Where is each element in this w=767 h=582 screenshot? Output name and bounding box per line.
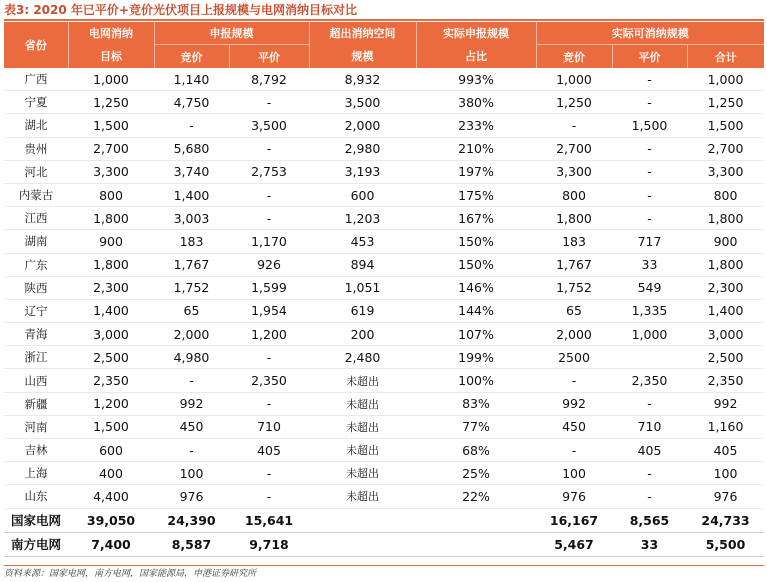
source-note: 资料来源：国家电网，南方电网，国家能源局，申港证券研究所 <box>4 569 257 579</box>
cell-actual-total: 1,250 <box>687 91 764 114</box>
cell-excess: 453 <box>309 230 416 253</box>
cell-actual-parity: 33 <box>612 532 687 556</box>
cell-excess: 8,932 <box>309 68 416 91</box>
cell-actual-total: 2,300 <box>687 276 764 299</box>
cell-bid: 5,680 <box>154 137 229 160</box>
cell-bid: 24,390 <box>154 508 229 532</box>
header-grid-target-top: 电网消纳 <box>68 22 154 45</box>
cell-grid-target: 4,400 <box>68 485 154 508</box>
cell-excess: 未超出 <box>309 369 416 392</box>
table-row <box>4 485 764 508</box>
cell-grid-target: 3,300 <box>68 160 154 183</box>
cell-actual-parity: 8,565 <box>612 508 687 532</box>
cell-actual-parity: - <box>612 91 687 114</box>
cell-ratio <box>416 532 536 556</box>
cell-province: 河北 <box>4 160 68 183</box>
table-row <box>4 114 764 137</box>
cell-province: 江西 <box>4 207 68 230</box>
cell-actual-bid: 800 <box>536 183 612 206</box>
cell-parity: 15,641 <box>229 508 309 532</box>
cell-province: 宁夏 <box>4 91 68 114</box>
cell-actual-total: 1,160 <box>687 415 764 438</box>
cell-grid-target: 1,400 <box>68 299 154 322</box>
cell-province: 内蒙古 <box>4 183 68 206</box>
cell-actual-parity: 710 <box>612 415 687 438</box>
cell-excess <box>309 532 416 556</box>
cell-parity: 8,792 <box>229 68 309 91</box>
cell-province: 陕西 <box>4 276 68 299</box>
cell-actual-parity: 1,500 <box>612 114 687 137</box>
cell-ratio <box>416 508 536 532</box>
cell-parity: 2,753 <box>229 160 309 183</box>
cell-ratio: 83% <box>416 392 536 415</box>
cell-actual-total: 1,800 <box>687 253 764 276</box>
cell-province: 国家电网 <box>4 508 68 532</box>
cell-grid-target: 3,000 <box>68 323 154 346</box>
cell-bid: 100 <box>154 462 229 485</box>
cell-ratio: 233% <box>416 114 536 137</box>
table-row <box>4 415 764 438</box>
cell-excess: 619 <box>309 299 416 322</box>
cell-excess: 3,500 <box>309 91 416 114</box>
cell-bid: - <box>154 114 229 137</box>
cell-parity: - <box>229 207 309 230</box>
cell-ratio: 25% <box>416 462 536 485</box>
cell-actual-bid: 992 <box>536 392 612 415</box>
cell-parity: 1,954 <box>229 299 309 322</box>
cell-province: 上海 <box>4 462 68 485</box>
cell-province: 广东 <box>4 253 68 276</box>
cell-parity: 710 <box>229 415 309 438</box>
cell-actual-total: 2,500 <box>687 346 764 369</box>
cell-grid-target: 1,500 <box>68 415 154 438</box>
cell-excess: 2,480 <box>309 346 416 369</box>
cell-grid-target: 1,250 <box>68 91 154 114</box>
cell-parity: 405 <box>229 439 309 462</box>
cell-actual-total: 800 <box>687 183 764 206</box>
cell-actual-parity: - <box>612 207 687 230</box>
table-row <box>4 276 764 299</box>
cell-grid-target: 1,800 <box>68 207 154 230</box>
cell-excess: 未超出 <box>309 392 416 415</box>
cell-actual-bid: 3,300 <box>536 160 612 183</box>
cell-actual-bid: 5,467 <box>536 532 612 556</box>
cell-bid: 65 <box>154 299 229 322</box>
cell-ratio: 199% <box>416 346 536 369</box>
cell-excess: 200 <box>309 323 416 346</box>
header-row-top <box>4 22 764 45</box>
cell-bid: 4,980 <box>154 346 229 369</box>
header-actual-parity: 平价 <box>612 45 687 69</box>
cell-parity: 2,350 <box>229 369 309 392</box>
cell-ratio: 22% <box>416 485 536 508</box>
cell-province: 湖南 <box>4 230 68 253</box>
cell-actual-parity: - <box>612 485 687 508</box>
cell-ratio: 68% <box>416 439 536 462</box>
cell-actual-parity: - <box>612 137 687 160</box>
header-actual-total: 合计 <box>687 45 764 69</box>
cell-grid-target: 400 <box>68 462 154 485</box>
cell-actual-parity: 549 <box>612 276 687 299</box>
cell-ratio: 100% <box>416 369 536 392</box>
cell-grid-target: 2,300 <box>68 276 154 299</box>
cell-actual-bid: 183 <box>536 230 612 253</box>
caption-divider <box>4 19 764 21</box>
cell-province: 浙江 <box>4 346 68 369</box>
cell-actual-total: 992 <box>687 392 764 415</box>
cell-province: 贵州 <box>4 137 68 160</box>
cell-excess: 600 <box>309 183 416 206</box>
cell-actual-bid: 100 <box>536 462 612 485</box>
table-row <box>4 299 764 322</box>
cell-bid: 1,140 <box>154 68 229 91</box>
cell-actual-total: 976 <box>687 485 764 508</box>
cell-ratio: 77% <box>416 415 536 438</box>
cell-parity: 3,500 <box>229 114 309 137</box>
cell-actual-total: 1,000 <box>687 68 764 91</box>
table-row <box>4 392 764 415</box>
cell-parity: - <box>229 346 309 369</box>
total-row <box>4 508 764 532</box>
cell-bid: - <box>154 369 229 392</box>
header-grid-target-bottom: 目标 <box>68 45 154 69</box>
cell-province: 南方电网 <box>4 532 68 556</box>
header-row-bottom <box>4 45 764 69</box>
cell-actual-bid: 1,752 <box>536 276 612 299</box>
table-row <box>4 68 764 91</box>
cell-excess: 未超出 <box>309 462 416 485</box>
cell-parity: - <box>229 183 309 206</box>
cell-actual-total: 405 <box>687 439 764 462</box>
table-row <box>4 183 764 206</box>
header-excess-top: 超出消纳空间 <box>309 22 416 45</box>
cell-grid-target: 1,000 <box>68 68 154 91</box>
cell-actual-bid: 2500 <box>536 346 612 369</box>
cell-bid: 3,003 <box>154 207 229 230</box>
table-row <box>4 439 764 462</box>
cell-actual-total: 1,500 <box>687 114 764 137</box>
header-ratio-top: 实际申报规模 <box>416 22 536 45</box>
cell-excess: 2,000 <box>309 114 416 137</box>
cell-bid: 2,000 <box>154 323 229 346</box>
cell-grid-target: 2,500 <box>68 346 154 369</box>
cell-actual-bid: - <box>536 114 612 137</box>
cell-bid: 992 <box>154 392 229 415</box>
cell-excess: 1,203 <box>309 207 416 230</box>
cell-grid-target: 1,800 <box>68 253 154 276</box>
table-row <box>4 207 764 230</box>
cell-excess: 未超出 <box>309 415 416 438</box>
cell-province: 吉林 <box>4 439 68 462</box>
table-row <box>4 160 764 183</box>
header-reported-group: 申报规模 <box>154 22 309 45</box>
cell-grid-target: 1,500 <box>68 114 154 137</box>
cell-actual-parity: - <box>612 68 687 91</box>
cell-ratio: 993% <box>416 68 536 91</box>
cell-actual-parity: - <box>612 392 687 415</box>
cell-actual-total: 2,700 <box>687 137 764 160</box>
cell-bid: 8,587 <box>154 532 229 556</box>
cell-parity: - <box>229 137 309 160</box>
cell-actual-bid: - <box>536 369 612 392</box>
cell-grid-target: 2,350 <box>68 369 154 392</box>
cell-actual-total: 900 <box>687 230 764 253</box>
table-row <box>4 346 764 369</box>
table-row <box>4 253 764 276</box>
cell-actual-total: 100 <box>687 462 764 485</box>
cell-actual-parity: 405 <box>612 439 687 462</box>
cell-bid: - <box>154 439 229 462</box>
cell-actual-parity: 33 <box>612 253 687 276</box>
comparison-table <box>4 22 764 557</box>
cell-actual-total: 24,733 <box>687 508 764 532</box>
cell-ratio: 150% <box>416 230 536 253</box>
cell-bid: 1,752 <box>154 276 229 299</box>
cell-province: 广西 <box>4 68 68 91</box>
header-province: 省份 <box>4 22 68 68</box>
table-row <box>4 137 764 160</box>
cell-actual-bid: 1,250 <box>536 91 612 114</box>
cell-actual-parity: - <box>612 160 687 183</box>
cell-actual-total: 3,000 <box>687 323 764 346</box>
cell-ratio: 197% <box>416 160 536 183</box>
cell-actual-parity: 1,000 <box>612 323 687 346</box>
cell-actual-bid: 450 <box>536 415 612 438</box>
cell-actual-parity: 717 <box>612 230 687 253</box>
cell-province: 河南 <box>4 415 68 438</box>
cell-actual-bid: 1,000 <box>536 68 612 91</box>
cell-excess: 未超出 <box>309 485 416 508</box>
table-row <box>4 323 764 346</box>
cell-actual-bid: 2,000 <box>536 323 612 346</box>
cell-ratio: 175% <box>416 183 536 206</box>
cell-ratio: 210% <box>416 137 536 160</box>
cell-grid-target: 2,700 <box>68 137 154 160</box>
cell-bid: 1,767 <box>154 253 229 276</box>
cell-excess: 1,051 <box>309 276 416 299</box>
cell-parity: 1,599 <box>229 276 309 299</box>
cell-parity: - <box>229 91 309 114</box>
cell-bid: 976 <box>154 485 229 508</box>
cell-bid: 4,750 <box>154 91 229 114</box>
cell-actual-bid: 1,767 <box>536 253 612 276</box>
cell-parity: 1,200 <box>229 323 309 346</box>
cell-province: 山东 <box>4 485 68 508</box>
cell-actual-total: 5,500 <box>687 532 764 556</box>
cell-actual-parity: - <box>612 462 687 485</box>
cell-parity: 1,170 <box>229 230 309 253</box>
cell-actual-parity <box>612 346 687 369</box>
table-row <box>4 462 764 485</box>
cell-excess <box>309 508 416 532</box>
cell-actual-bid: 65 <box>536 299 612 322</box>
cell-parity: 926 <box>229 253 309 276</box>
cell-bid: 450 <box>154 415 229 438</box>
cell-actual-bid: 16,167 <box>536 508 612 532</box>
cell-excess: 2,980 <box>309 137 416 160</box>
cell-actual-bid: 976 <box>536 485 612 508</box>
cell-ratio: 150% <box>416 253 536 276</box>
cell-actual-total: 1,800 <box>687 207 764 230</box>
cell-grid-target: 900 <box>68 230 154 253</box>
table-row <box>4 369 764 392</box>
cell-bid: 1,400 <box>154 183 229 206</box>
cell-actual-total: 2,350 <box>687 369 764 392</box>
cell-ratio: 380% <box>416 91 536 114</box>
cell-actual-parity: 1,335 <box>612 299 687 322</box>
cell-grid-target: 39,050 <box>68 508 154 532</box>
cell-actual-bid: 1,800 <box>536 207 612 230</box>
cell-actual-total: 1,400 <box>687 299 764 322</box>
header-ratio-bottom: 占比 <box>416 45 536 69</box>
cell-province: 山西 <box>4 369 68 392</box>
table-row <box>4 230 764 253</box>
cell-grid-target: 600 <box>68 439 154 462</box>
cell-grid-target: 1,200 <box>68 392 154 415</box>
cell-ratio: 167% <box>416 207 536 230</box>
cell-excess: 3,193 <box>309 160 416 183</box>
header-excess-bottom: 规模 <box>309 45 416 69</box>
cell-grid-target: 800 <box>68 183 154 206</box>
cell-actual-bid: - <box>536 439 612 462</box>
cell-parity: - <box>229 485 309 508</box>
table-caption: 表3: 2020 年已平价+竞价光伏项目上报规模与电网消纳目标对比 <box>4 3 357 17</box>
cell-province: 新疆 <box>4 392 68 415</box>
cell-actual-parity: 2,350 <box>612 369 687 392</box>
cell-actual-bid: 2,700 <box>536 137 612 160</box>
cell-parity: - <box>229 392 309 415</box>
table-row <box>4 91 764 114</box>
cell-bid: 183 <box>154 230 229 253</box>
cell-ratio: 144% <box>416 299 536 322</box>
cell-province: 湖北 <box>4 114 68 137</box>
cell-actual-total: 3,300 <box>687 160 764 183</box>
header-parity: 平价 <box>229 45 309 69</box>
cell-bid: 3,740 <box>154 160 229 183</box>
cell-actual-parity: - <box>612 183 687 206</box>
header-actual-group: 实际可消纳规模 <box>536 22 764 45</box>
cell-parity: - <box>229 462 309 485</box>
cell-grid-target: 7,400 <box>68 532 154 556</box>
cell-parity: 9,718 <box>229 532 309 556</box>
cell-province: 辽宁 <box>4 299 68 322</box>
total-row <box>4 532 764 556</box>
cell-excess: 未超出 <box>309 439 416 462</box>
header-bid: 竞价 <box>154 45 229 69</box>
header-actual-bid: 竞价 <box>536 45 612 69</box>
cell-excess: 894 <box>309 253 416 276</box>
cell-ratio: 146% <box>416 276 536 299</box>
cell-ratio: 107% <box>416 323 536 346</box>
footer-divider <box>4 565 764 566</box>
cell-province: 青海 <box>4 323 68 346</box>
